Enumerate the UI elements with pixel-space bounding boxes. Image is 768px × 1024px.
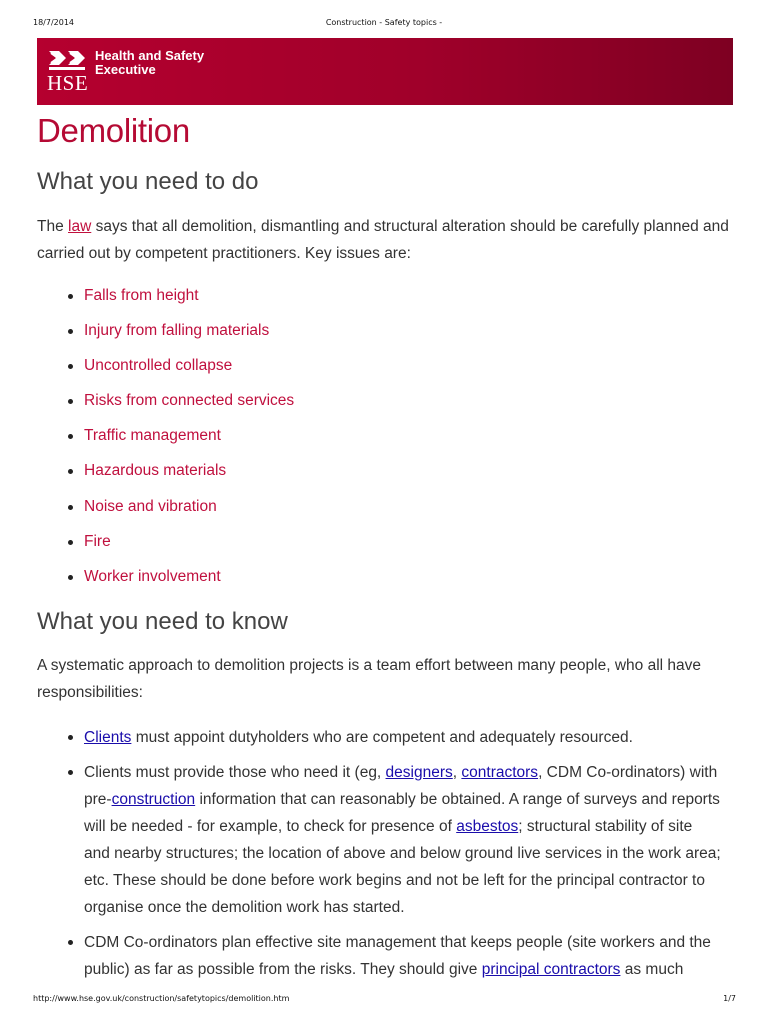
page-number: 1/7: [723, 994, 736, 1003]
list-item[interactable]: Noise and vibration: [62, 494, 294, 529]
list-item: [62, 724, 722, 751]
print-header: [0, 18, 768, 30]
bullet-text: information that can reasonably be obtained. A range of surveys and reports will be needed - for example, to check for presence of: [84, 791, 720, 835]
intro-paragraph: [37, 213, 737, 267]
bullet-text: as much: [620, 961, 684, 978]
construction-link[interactable]: construction: [111, 791, 196, 808]
organisation-name[interactable]: [95, 49, 204, 77]
print-page-title: Construction - Safety topics -: [325, 18, 443, 27]
list-item[interactable]: Uncontrolled collapse: [62, 353, 294, 388]
hse-banner: [37, 38, 733, 105]
org-name-line1: Health and Safety: [95, 48, 205, 63]
list-item[interactable]: Risks from connected services: [62, 388, 294, 423]
clients-link[interactable]: Clients: [84, 729, 132, 746]
bullet-text: Clients must provide those who need it (eg,: [84, 764, 386, 781]
list-item[interactable]: Worker involvement: [62, 564, 294, 599]
page-url: http://www.hse.gov.uk/construction/safetytopics/demolition.htm: [33, 994, 290, 1003]
list-item[interactable]: Traffic management: [62, 423, 294, 458]
org-name-line2: Executive: [95, 62, 156, 77]
list-item: [62, 929, 722, 983]
bullet-text: must appoint dutyholders who are competent and adequately resourced.: [131, 729, 633, 746]
list-item[interactable]: Fire: [62, 529, 294, 564]
list-item[interactable]: Hazardous materials: [62, 458, 294, 493]
section-heading-what-to-do: What you need to do: [37, 168, 259, 195]
bullet-text: ; structural stability of site and nearby structures; the location of above and below ground live services in the work area; etc. These should be done before work begins and not be left for the principal contractor to organise once the demolition work has started.: [84, 818, 721, 916]
print-date: 18/7/2014: [33, 18, 75, 27]
law-link[interactable]: law: [68, 218, 92, 235]
print-footer: [0, 994, 768, 1006]
section-heading-what-to-know: What you need to know: [37, 608, 288, 635]
list-item: [62, 759, 722, 921]
logo-text: HSE: [47, 71, 89, 95]
key-issues-list: [62, 283, 294, 599]
responsibilities-list: [62, 724, 722, 991]
list-item[interactable]: Injury from falling materials: [62, 318, 294, 353]
bullet-text: ,: [452, 764, 462, 781]
intro-text-after: says that all demolition, dismantling and structural alteration should be carefully planned and carried out by competent practitioners. Key issues are:: [37, 218, 729, 262]
list-item[interactable]: Falls from height: [62, 283, 294, 318]
asbestos-link[interactable]: asbestos: [456, 818, 519, 835]
page-title: Demolition: [37, 112, 190, 149]
bullet-text: CDM Co-ordinators plan effective site management that keeps people (site workers and the public) as far as possible from the risks. They should give: [84, 934, 711, 978]
bullet-text: , CDM Co-ordinators) with pre-: [84, 764, 718, 808]
designers-link[interactable]: designers: [385, 764, 453, 781]
section2-intro-paragraph: A systematic approach to demolition projects is a team effort between many people, who all have responsibilities:: [37, 657, 701, 701]
intro-text-before: The: [37, 218, 69, 235]
contractors-link[interactable]: contractors: [461, 764, 539, 781]
principal-contractors-link[interactable]: principal contractors: [481, 961, 621, 978]
